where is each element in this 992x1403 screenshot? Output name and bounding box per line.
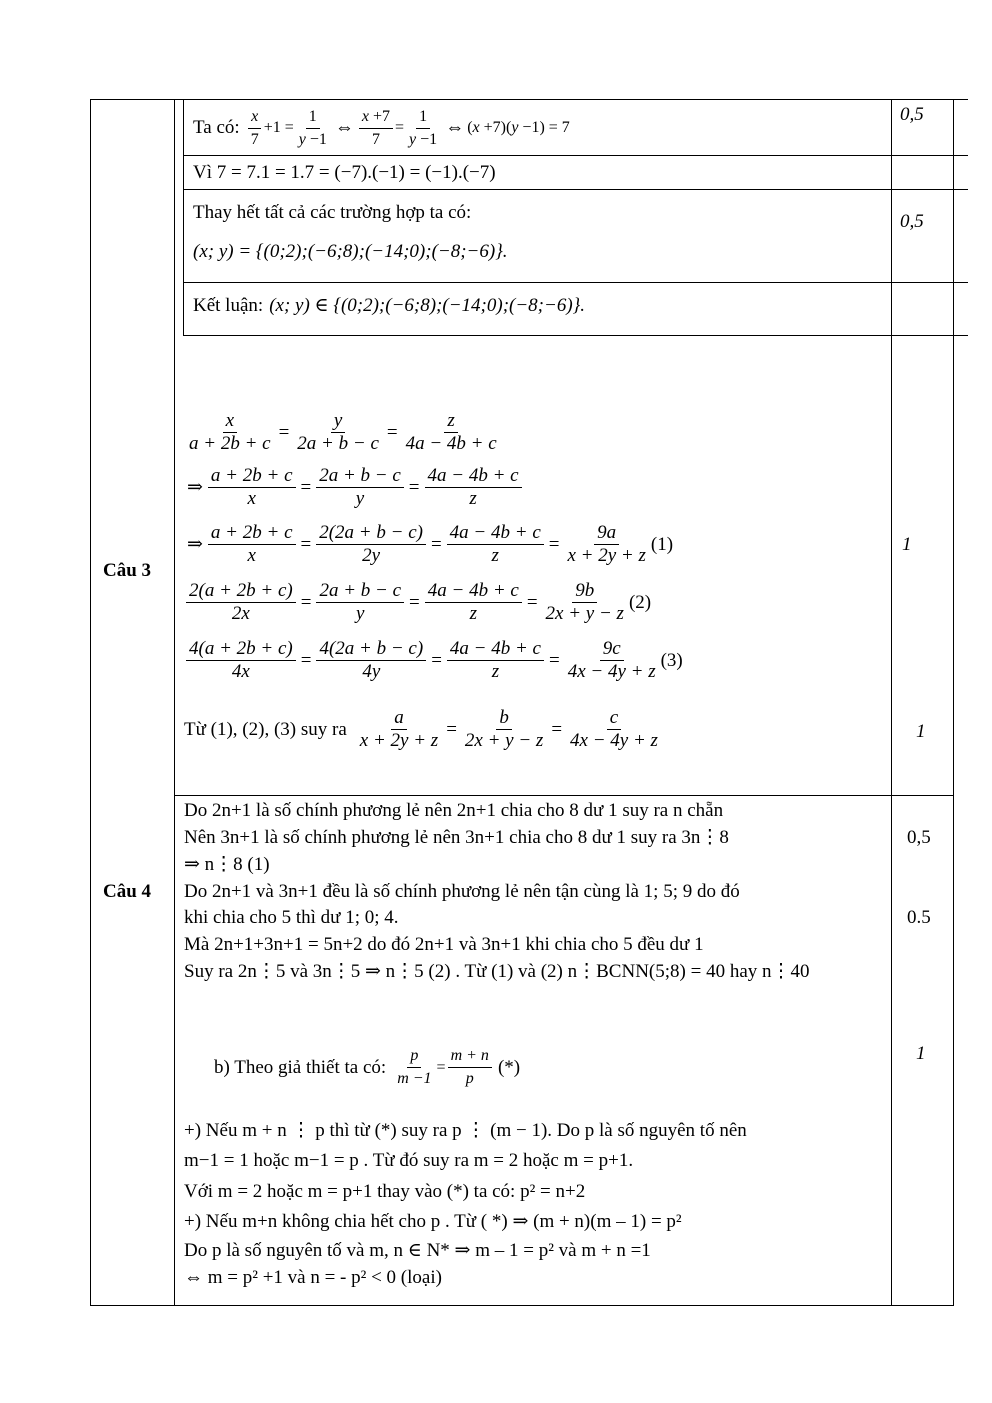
row1-prefix: Ta có: [193, 117, 240, 138]
cau3-score2: 1 [916, 721, 926, 742]
cau3-line4: $\frac{2(a + 2b + c)}{2x}$ = $\frac{2a + b - c}{y}$ = $\frac{4a - 4b + c}{z}$ = $\frac{9b}{2x + y - z}$ (2) [184, 580, 651, 625]
table-border-left [90, 99, 91, 1306]
cau3-line3: ⇒ $\frac{a + 2b + c}{x}$ = $\frac{2(2a + b - c)}{2y}$ = $\frac{4a - 4b + c}{z}$ = $\frac{9a}{x + 2y + z}$ (1) [187, 522, 674, 566]
row4-text: (x; y) ∈ {(0;2);(−6;8);(−14;0);(−8;−6)}. [269, 295, 585, 316]
row-line [183, 335, 968, 336]
row3-line2: (x; y) = {(0;2);(−6;8);(−14;0);(−8;−6)}. [193, 241, 508, 262]
cau4-proof-line3: Với m = 2 hoặc m = p+1 thay vào (*) ta có: p² = n+2 [184, 1181, 586, 1202]
cau3-line5: $\frac{4(a + 2b + c)}{4x}$ = $\frac{4(2a + b - c)}{4y}$ = $\frac{4a - 4b + c}{z}$ = $\frac{9c}{4x - 4y + z}$ (3) [184, 638, 683, 683]
cau4-line1: Do 2n+1 là số chính phương lẻ nên 2n+1 chia cho 8 dư 1 suy ra n chẵn [184, 800, 724, 821]
table-border-top [90, 99, 968, 100]
cau4-label: Câu 4 [103, 881, 152, 902]
row3-line1: Thay hết tất cả các trường hợp ta có: [193, 202, 472, 223]
table-inner-col-left [183, 99, 184, 336]
cau4-proof-line1: +) Nếu m + n ⋮ p thì từ (*) suy ra p ⋮ (m − 1). Do p là số nguyên tố nên [184, 1120, 747, 1141]
table-col-divider [174, 99, 175, 1306]
cau4-line6: Mà 2n+1+3n+1 = 5n+2 do đó 2n+1 và 3n+1 khi chia cho 5 đều dư 1 [184, 934, 704, 955]
cau4-line7: Suy ra 2n⋮5 và 3n⋮5 ⇒ n⋮5 (2) . Từ (1) và (2) n⋮BCNN(5;8) = 40 hay n⋮40 [184, 961, 810, 982]
cau4-score2: 0.5 [907, 907, 931, 928]
table-border-right [953, 99, 954, 1306]
table-score-divider [891, 99, 892, 1306]
row-line [183, 282, 968, 283]
row3-score: 0,5 [900, 211, 924, 232]
row4-conclusion [193, 294, 585, 317]
cau3-line1: $\frac{x}{a + 2b + c}$ = $\frac{y}{2a + b - c}$ = $\frac{z}{4a - 4b + c}$ [189, 410, 497, 454]
cau4-b-statement: b) Theo giả thiết ta có: $\frac{p}{m -1}$ = $\frac{m + n}{p}$ (*) [214, 1047, 521, 1087]
row1-score: 0,5 [900, 104, 924, 125]
cau4-score3: 1 [916, 1043, 926, 1064]
cau3-conclusion: Từ (1), (2), (3) suy ra $\frac{a}{x + 2y + z}$ = $\frac{b}{2x + y - z}$ = $\frac{c}{4x - 4y + z}$ [184, 707, 658, 751]
table-border-bottom [90, 1305, 954, 1306]
cau4-line3: ⇒ n⋮8 (1) [184, 854, 270, 875]
row2-text: Vì 7 = 7.1 = 1.7 = (−7).(−1) = (−1).(−7) [193, 162, 496, 183]
row-line [183, 189, 968, 190]
row1-equation: Ta có: $\frac{x}{7}$ +1 = $\frac{1}{y -1}$ ⇔ $\frac{x +7}{7}$ = $\frac{1}{y -1}$ ⇔ (x +7)(y −1) = 7 [193, 107, 570, 148]
cau4-proof-line2: m−1 = 1 hoặc m−1 = p . Từ đó suy ra m = 2 hoặc m = p+1. [184, 1150, 634, 1171]
cau4-line5: khi chia cho 5 thì dư 1; 0; 4. [184, 907, 399, 928]
cau4-proof-line5: Do p là số nguyên tố và m, n ∈ N* ⇒ m – 1 = p² và m + n =1 [184, 1240, 651, 1261]
cau3-score1: 1 [902, 534, 912, 555]
cau4-line2: Nên 3n+1 là số chính phương lẻ nên 3n+1 chia cho 8 dư 1 suy ra 3n⋮8 [184, 827, 729, 848]
row4-prefix: Kết luận: [193, 294, 264, 316]
cau4-line4: Do 2n+1 và 3n+1 đều là số chính phương lẻ nên tận cùng là 1; 5; 9 do đó [184, 881, 740, 902]
cau3-line2: ⇒ $\frac{a + 2b + c}{x}$ = $\frac{2a + b - c}{y}$ = $\frac{4a - 4b + c}{z}$ [184, 465, 524, 510]
cau4-proof-line6: ⇔ m = p² +1 và n = - p² < 0 (loại) [184, 1267, 442, 1288]
cau4-proof-line4: +) Nếu m+n không chia hết cho p . Từ ( *) ⇒ (m + n)(m – 1) = p² [184, 1211, 682, 1232]
cau4-score1: 0,5 [907, 827, 931, 848]
row-line [174, 795, 953, 796]
row-line [183, 155, 968, 156]
cau3-label: Câu 3 [103, 560, 152, 581]
